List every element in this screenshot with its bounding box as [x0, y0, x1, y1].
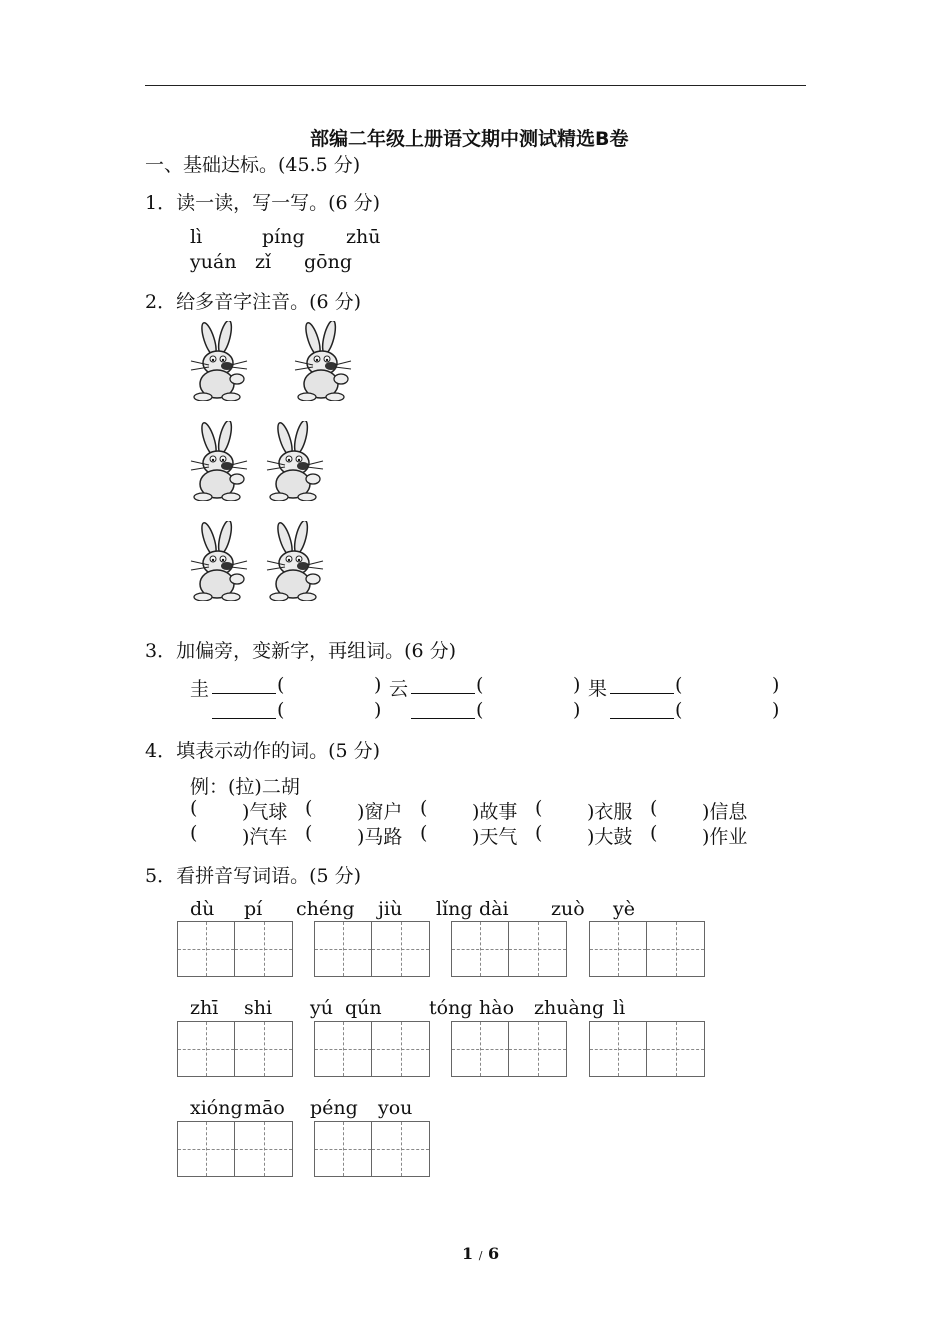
q3-close-paren: )	[772, 674, 780, 696]
q3-close-paren: )	[374, 699, 382, 721]
writing-grid[interactable]	[314, 1121, 430, 1177]
q4-word: 天气	[479, 826, 518, 848]
q4-word: 马路	[364, 826, 403, 848]
q4-paren-open[interactable]: (	[305, 822, 313, 844]
q4-paren-open[interactable]: (	[190, 822, 198, 844]
rabbit-image	[187, 321, 249, 401]
q5-pinyin: péng	[310, 1097, 358, 1119]
q4-word: 汽车	[249, 826, 288, 848]
q4-paren-open[interactable]: (	[420, 822, 428, 844]
q5-pinyin: zhī	[190, 997, 219, 1019]
q3-close-paren: )	[374, 674, 382, 696]
q3-char-2: 云	[389, 678, 409, 700]
q3-blank[interactable]	[212, 700, 276, 719]
section-1-heading: 一、基础达标。(45.5 分)	[145, 154, 361, 176]
q1-pinyin-5: zǐ	[255, 251, 272, 273]
q3-blank[interactable]	[212, 675, 276, 694]
q5-pinyin: qún	[345, 997, 382, 1019]
rabbit-image	[187, 521, 249, 601]
writing-grid[interactable]	[314, 1021, 430, 1077]
q5-pinyin: lǐng	[436, 898, 473, 920]
q3-open-paren: (	[476, 699, 484, 721]
q5-pinyin: tóng	[429, 997, 473, 1019]
q5-pinyin: lì	[613, 997, 626, 1019]
rabbit-image	[263, 521, 325, 601]
q4-paren-open[interactable]: (	[650, 822, 658, 844]
header-rule	[145, 85, 806, 86]
q5-pinyin: chéng	[296, 898, 355, 920]
writing-grid[interactable]	[177, 921, 293, 977]
q4-word: 大鼓	[594, 826, 633, 848]
writing-grid[interactable]	[177, 1121, 293, 1177]
q1-pinyin-2: píng	[262, 226, 305, 248]
q4-word: 窗户	[364, 801, 403, 823]
q4-paren-open[interactable]: (	[650, 797, 658, 819]
q3-blank[interactable]	[610, 700, 674, 719]
q3-blank[interactable]	[411, 675, 475, 694]
writing-grid[interactable]	[451, 921, 567, 977]
q3-open-paren: (	[675, 674, 683, 696]
q5-pinyin: dù	[190, 898, 215, 920]
q5-pinyin: you	[378, 1097, 413, 1119]
q3-blank[interactable]	[610, 675, 674, 694]
q4-label: 4．填表示动作的词。(5 分)	[145, 740, 381, 762]
q3-char-3: 果	[588, 678, 608, 700]
q4-example: 例：(拉)二胡	[190, 776, 300, 798]
q4-paren-open[interactable]: (	[305, 797, 313, 819]
q4-paren-open[interactable]: (	[535, 797, 543, 819]
q4-word: 作业	[709, 826, 748, 848]
q4-word: 衣服	[594, 801, 633, 823]
q3-open-paren: (	[277, 674, 285, 696]
rabbit-image	[187, 421, 249, 501]
q4-paren-open[interactable]: (	[535, 822, 543, 844]
page-number: 1 / 6	[462, 1244, 500, 1263]
rabbit-image	[291, 321, 353, 401]
q1-pinyin-3: zhū	[346, 226, 381, 248]
q3-close-paren: )	[573, 674, 581, 696]
q3-open-paren: (	[476, 674, 484, 696]
q5-pinyin: yè	[613, 898, 635, 920]
q3-close-paren: )	[573, 699, 581, 721]
writing-grid[interactable]	[589, 921, 705, 977]
rabbit-image	[263, 421, 325, 501]
q5-label: 5．看拼音写词语。(5 分)	[145, 865, 362, 887]
q4-word: 故事	[479, 801, 518, 823]
q5-pinyin: dài	[479, 898, 509, 920]
q3-blank[interactable]	[411, 700, 475, 719]
q3-open-paren: (	[277, 699, 285, 721]
q4-word: 信息	[709, 801, 748, 823]
q1-label: 1．读一读，写一写。(6 分)	[145, 192, 381, 214]
q1-pinyin-6: gōng	[304, 251, 353, 273]
q1-pinyin-1: lì	[190, 226, 203, 248]
q5-pinyin: jiù	[378, 898, 403, 920]
q3-label: 3．加偏旁，变新字，再组词。(6 分)	[145, 640, 457, 662]
q3-open-paren: (	[675, 699, 683, 721]
writing-grid[interactable]	[451, 1021, 567, 1077]
q5-pinyin: hào	[479, 997, 515, 1019]
writing-grid[interactable]	[589, 1021, 705, 1077]
writing-grid[interactable]	[314, 921, 430, 977]
q3-close-paren: )	[772, 699, 780, 721]
q1-pinyin-4: yuán	[190, 251, 237, 273]
q5-pinyin: zhuàng	[534, 997, 605, 1019]
q5-pinyin: yú	[310, 997, 333, 1019]
q4-paren-open[interactable]: (	[190, 797, 198, 819]
q3-char-1: 圭	[190, 678, 210, 700]
q5-pinyin: shi	[244, 997, 273, 1019]
page-title: 部编二年级上册语文期中测试精选B卷	[310, 128, 629, 150]
q5-pinyin: xióng	[190, 1097, 243, 1119]
q4-paren-open[interactable]: (	[420, 797, 428, 819]
q2-label: 2．给多音字注音。(6 分)	[145, 291, 362, 313]
q4-word: 气球	[249, 801, 288, 823]
q5-pinyin: pí	[244, 898, 263, 920]
q5-pinyin: zuò	[551, 898, 585, 920]
q5-pinyin: māo	[244, 1097, 285, 1119]
writing-grid[interactable]	[177, 1021, 293, 1077]
